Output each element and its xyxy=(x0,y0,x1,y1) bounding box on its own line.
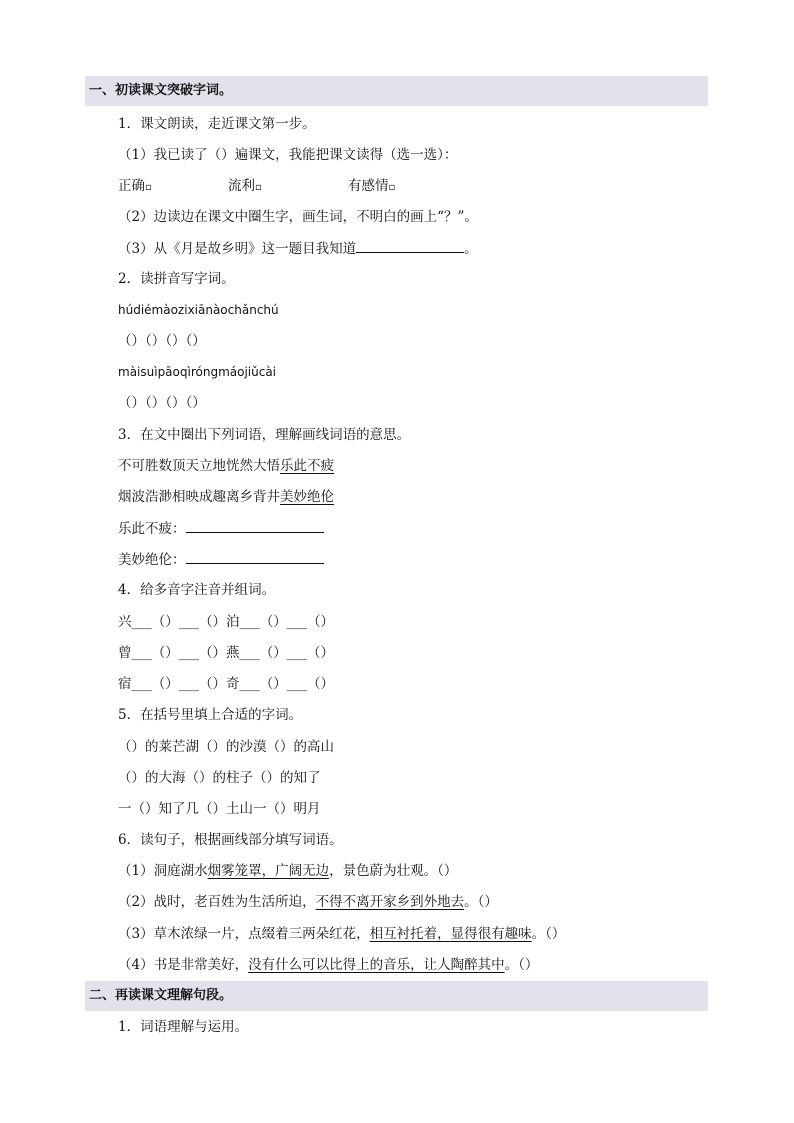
q6-sentence3 xyxy=(118,924,565,944)
q1-option-correct xyxy=(118,176,152,198)
sentence-end: 。（） xyxy=(531,926,566,942)
sentence-text: （1）洞庭湖水 xyxy=(118,863,208,879)
q4-title: 4．给多音字注音并组词。 xyxy=(118,582,276,598)
q2-answer-row1[interactable]: （）（）（）（） xyxy=(118,333,206,349)
q6-sentence4 xyxy=(118,955,538,975)
q5-title: 5．在括号里填上合适的字词。 xyxy=(118,707,303,723)
section-header-1: 一、初读课文突破字词。 xyxy=(85,76,708,106)
underlined-phrase: 相互衬托着，显得很有趣味 xyxy=(369,926,532,942)
answer-label: 美妙绝伦： xyxy=(118,552,186,568)
q2-pinyin-row2: màisuìpāoqìróngmáojiǔcài xyxy=(118,365,277,379)
q1-sub3-text: （3）从《月是故乡明》这一题目我知道 xyxy=(118,241,357,257)
q1-sub3-end: 。 xyxy=(464,241,478,257)
q5-row2[interactable]: （）的大海（）的柱子（）的知了 xyxy=(118,770,321,786)
underlined-word: 乐此不疲 xyxy=(280,458,334,474)
sentence-end: ，景色蔚为壮观。（） xyxy=(329,863,458,879)
q3-answer2 xyxy=(118,549,324,570)
word-list: 不可胜数顶天立地恍然大悟 xyxy=(118,458,280,474)
q6-sentence1 xyxy=(118,861,457,881)
q6-sentence2 xyxy=(118,892,498,912)
section-header-2: 二、再读课文理解句段。 xyxy=(85,981,708,1011)
q4-row1[interactable]: 兴___（）___（）泊___（）___（） xyxy=(118,614,334,630)
q5-row1[interactable]: （）的莱芒湖（）的沙漠（）的高山 xyxy=(118,739,334,755)
q3-word-row2 xyxy=(118,487,334,507)
answer-blank[interactable] xyxy=(186,518,324,533)
answer-blank[interactable] xyxy=(356,238,464,253)
q1-sub1: （1）我已读了（）遍课文，我能把课文读得（选一选）： xyxy=(118,147,458,163)
underlined-phrase: 没有什么可以比得上的音乐，让人陶醉其中 xyxy=(248,957,505,973)
checkbox-icon[interactable]: ▫ xyxy=(145,182,152,193)
underlined-phrase: 烟雾笼罩，广阔无边 xyxy=(207,863,330,879)
sec2-q1-title: 1．词语理解与运用。 xyxy=(118,1019,249,1035)
word-list: 烟波浩渺相映成趣离乡背井 xyxy=(118,489,280,505)
underlined-phrase: 不得不离开家乡到外地去 xyxy=(315,894,465,910)
underlined-word: 美妙绝伦 xyxy=(280,489,334,505)
sentence-text: （2）战时，老百姓为生活所迫， xyxy=(118,894,316,910)
q2-pinyin-row1: húdiémàozixiānàochǎnchú xyxy=(118,303,279,317)
answer-label: 乐此不疲： xyxy=(118,521,186,537)
answer-blank[interactable] xyxy=(186,549,324,564)
q5-row3[interactable]: 一（）知了几（）土山一（）明月 xyxy=(118,801,321,817)
q1-option-emotion xyxy=(348,176,395,198)
q4-row3[interactable]: 宿___（）___（）奇___（）___（） xyxy=(118,676,334,692)
q1-sub3 xyxy=(118,238,478,259)
sentence-end: 。（） xyxy=(504,957,539,973)
q6-title: 6．读句子，根据画线部分填写词语。 xyxy=(118,832,343,848)
q1-sub2: （2）边读边在课文中圈生字，画生词，不明白的画上“？”。 xyxy=(118,209,478,225)
q2-title: 2．读拼音写字词。 xyxy=(118,271,235,287)
option-label: 流利 xyxy=(228,178,255,194)
option-label: 有感情 xyxy=(348,178,389,194)
q1-option-fluent xyxy=(228,176,262,198)
sentence-text: （4）书是非常美好， xyxy=(118,957,249,973)
q3-answer1 xyxy=(118,518,324,539)
q2-answer-row2[interactable]: （）（）（）（） xyxy=(118,395,206,411)
sentence-end: 。（） xyxy=(464,894,498,910)
q1-title: 1．课文朗读，走近课文第一步。 xyxy=(118,116,316,132)
q3-title: 3．在文中圈出下列词语，理解画线词语的意思。 xyxy=(118,427,411,443)
sentence-text: （3）草木浓绿一片，点缀着三两朵红花， xyxy=(118,926,370,942)
option-label: 正确 xyxy=(118,178,145,194)
q4-row2[interactable]: 曾___（）___（）燕___（）___（） xyxy=(118,645,334,661)
checkbox-icon[interactable]: ▫ xyxy=(388,182,396,193)
q3-word-row1 xyxy=(118,456,334,476)
checkbox-icon[interactable]: ▫ xyxy=(255,182,262,193)
